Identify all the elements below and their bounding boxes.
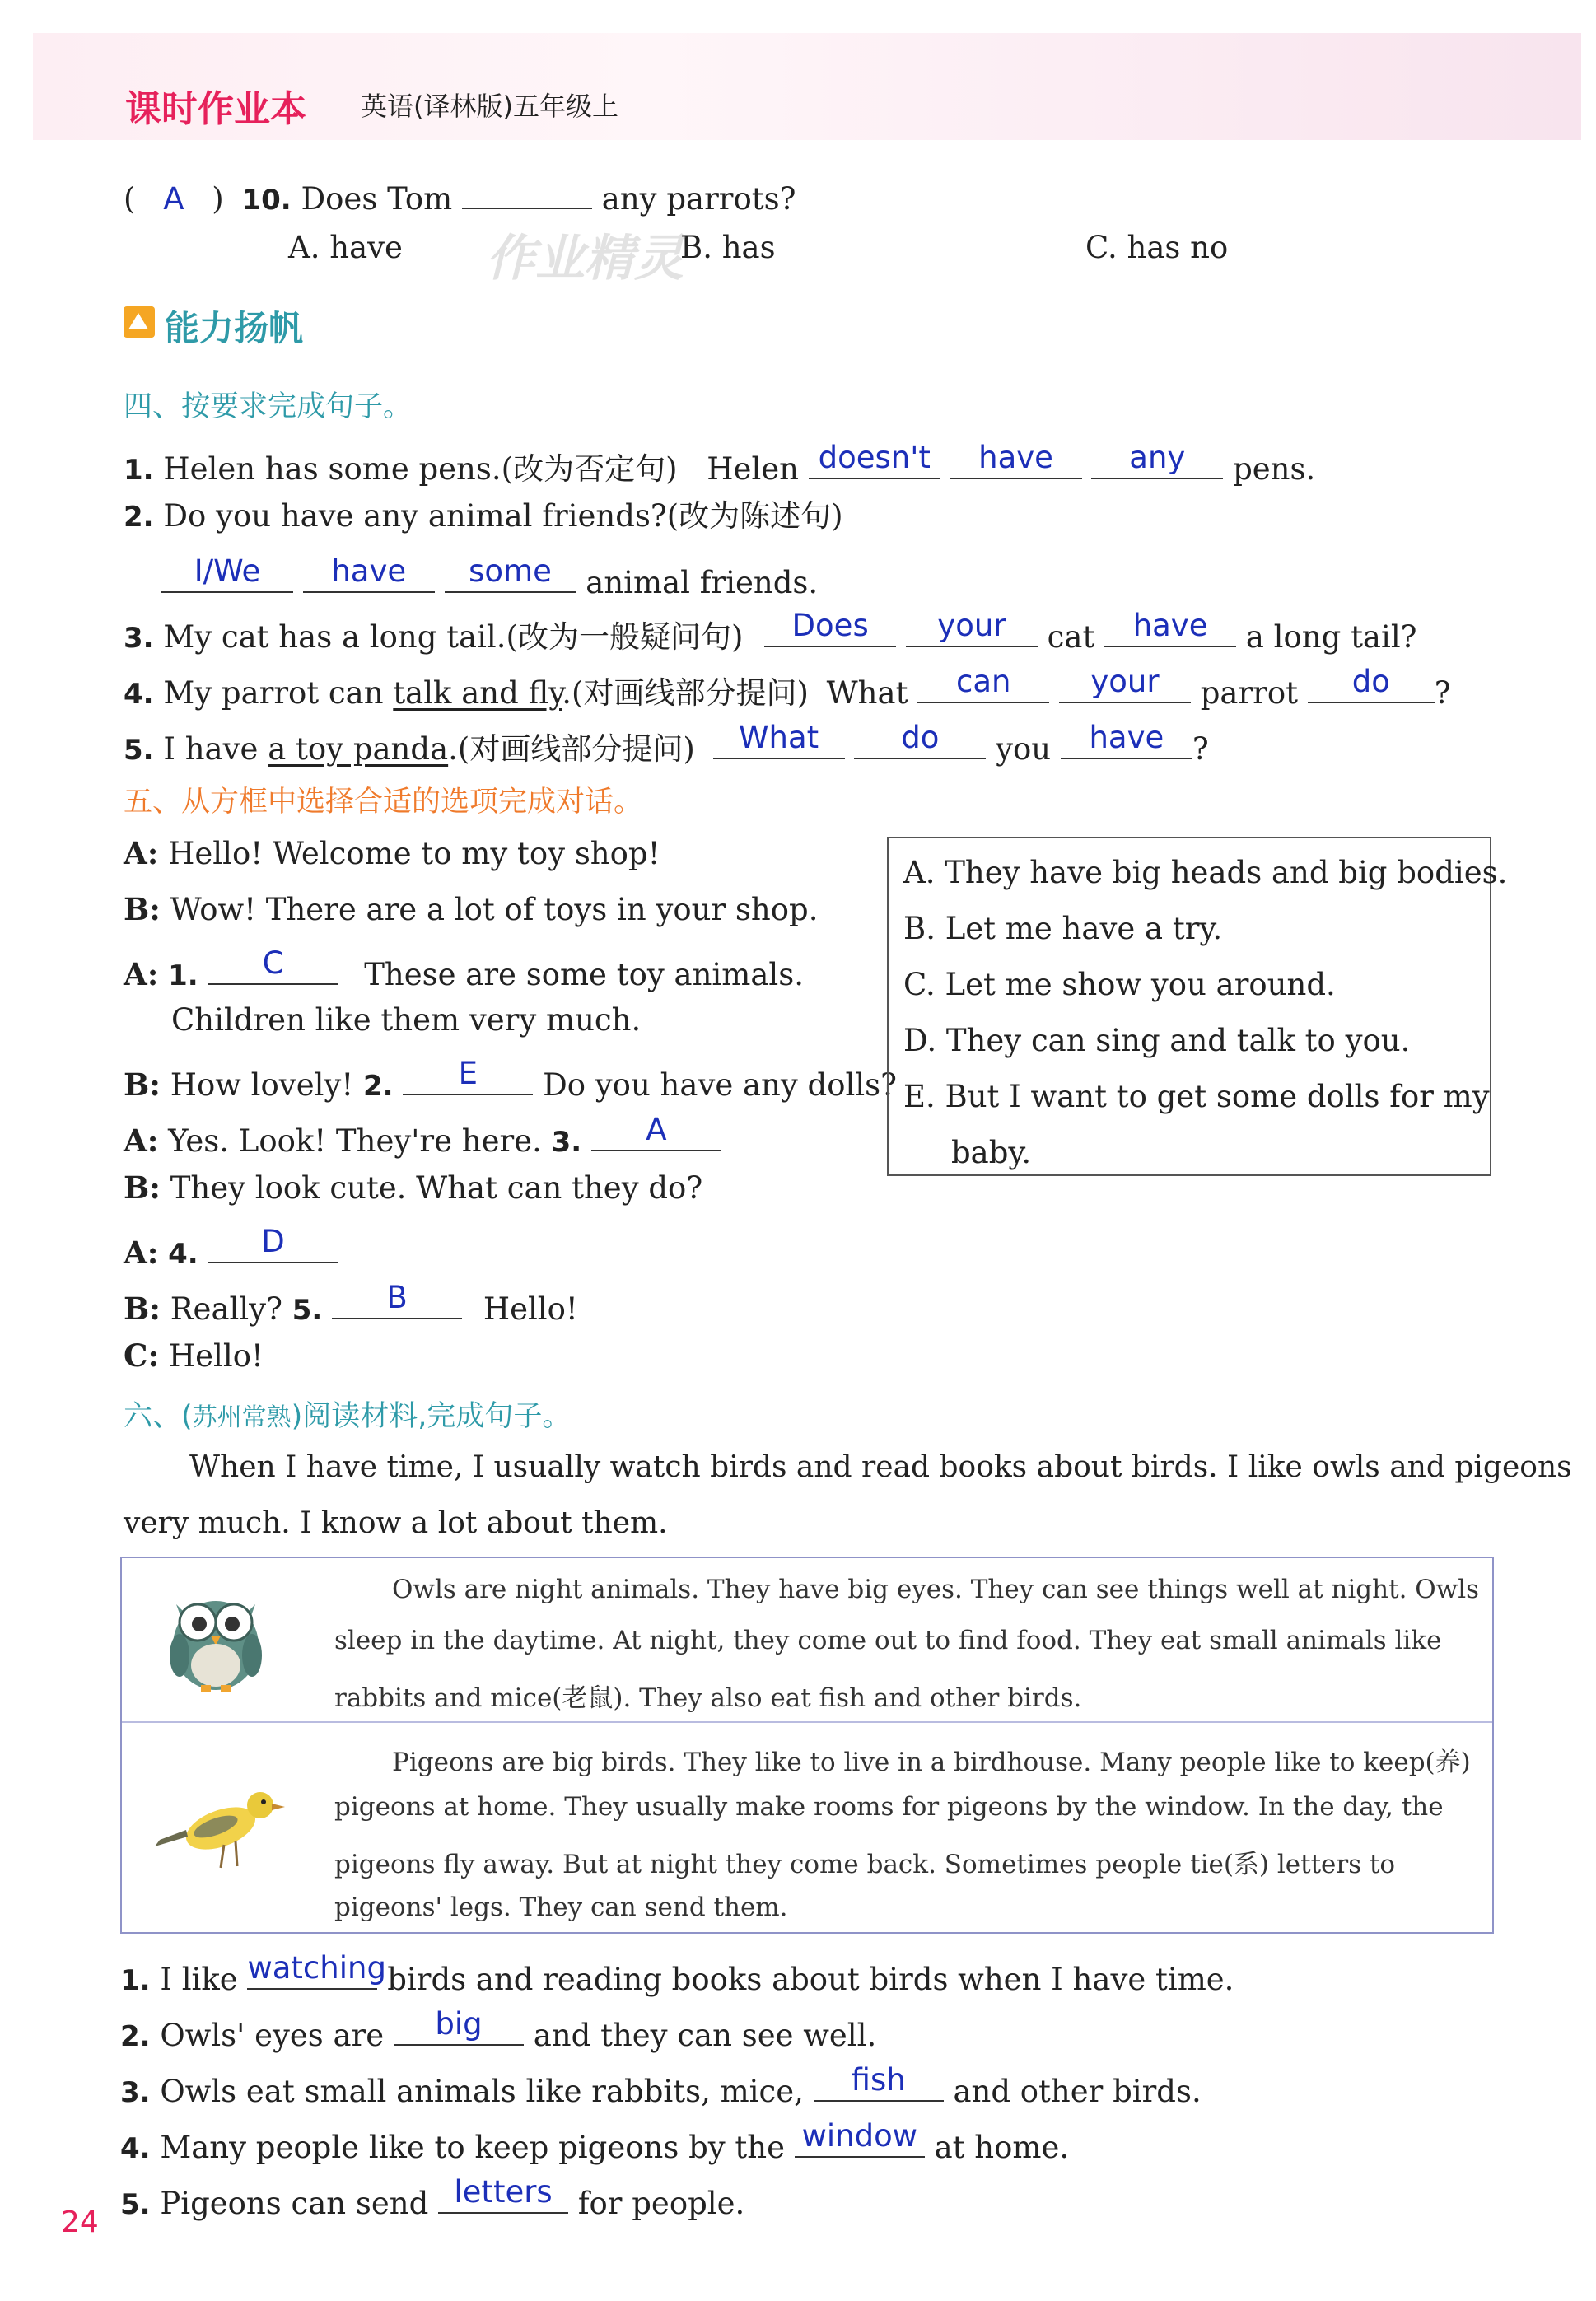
page-number: 24 (61, 2205, 99, 2239)
s4-q1-answer-1: doesn't (818, 440, 931, 475)
option-e: E. But I want to get some dolls for my (903, 1079, 1490, 1114)
s4-q4 (124, 664, 1451, 711)
s5-d7-speaker: A: (124, 1235, 159, 1271)
s4-q3-answer-3: have (1132, 608, 1208, 643)
s5-d5-speaker: A: (124, 1122, 159, 1159)
watermark: 作业精灵 (486, 230, 684, 287)
s6-answer-3: fish (851, 2062, 906, 2098)
section-icon (124, 306, 155, 338)
s4-q3 (124, 608, 1417, 655)
s4-title: 四、按要求完成句子。 (124, 390, 413, 423)
s5-blank-2[interactable] (403, 1056, 533, 1095)
s4-q3-answer-1: Does (791, 608, 869, 643)
s4-q4-blank-3[interactable] (1308, 664, 1435, 703)
s6-q5-post: for people. (577, 2186, 745, 2221)
s4-q4-pre: My parrot can (163, 675, 384, 711)
s6-q5 (120, 2174, 745, 2221)
s5-d9-text: Hello! (168, 1338, 264, 1374)
s4-q4-underlined: talk and fly (393, 675, 562, 711)
s4-q4-post: ? (1434, 675, 1451, 711)
reading-box (120, 1557, 1494, 1934)
option-b: B. Let me have a try. (903, 911, 1223, 946)
s4-q2-answer-3: some (469, 553, 552, 589)
s6-q5-number: 5. (120, 2188, 151, 2221)
s4-q1-blank-3[interactable] (1091, 440, 1223, 479)
option-d: D. They can sing and talk to you. (903, 1023, 1411, 1058)
s5-d1-speaker: A: (124, 835, 159, 871)
q10-text1: Does Tom (301, 181, 453, 217)
s4-q1 (124, 440, 1316, 487)
s4-q1-post: pens. (1233, 451, 1316, 487)
s5-d3-speaker: A: (124, 956, 159, 992)
s5-answer-2: E (458, 1056, 478, 1091)
s4-q5-answer-2: do (901, 720, 940, 755)
s4-q4-answer-3: do (1351, 664, 1390, 699)
s4-q1-blank-2[interactable] (950, 440, 1082, 479)
s6-answer-1: watching (247, 1950, 386, 1986)
q10-number: 10. (241, 184, 292, 217)
option-a: A. They have big heads and big bodies. (903, 855, 1508, 890)
s5-d4-text: Do you have any dolls? (543, 1067, 898, 1103)
s6-blank-3[interactable] (814, 2062, 944, 2102)
s4-q5-mid: you (996, 731, 1052, 767)
s6-q1 (120, 1950, 1234, 1997)
s6-q4-post: at home. (934, 2130, 1070, 2165)
s6-q4 (120, 2118, 1070, 2165)
s5-blank-1[interactable] (208, 945, 338, 985)
s4-q2-post: animal friends. (586, 565, 819, 600)
s5-d8-pre: Really? (170, 1291, 282, 1327)
s5-d4-pre: How lovely! (170, 1067, 354, 1103)
s5-blank-4[interactable] (208, 1224, 338, 1263)
s5-d8-text: Hello! (483, 1291, 578, 1327)
s4-q2-blank-3[interactable] (445, 553, 576, 593)
pigeon-text-1: Pigeons are big birds. They like to live in a birdhouse. Many people like to keep(养) (392, 1748, 1471, 1777)
option-c: C. Let me show you around. (903, 967, 1336, 1002)
s5-d4 (124, 1056, 898, 1103)
s5-d8 (124, 1280, 578, 1327)
s4-q2-number: 2. (124, 501, 154, 534)
s4-q5-answer-3: have (1089, 720, 1164, 755)
s6-q2-pre: Owls' eyes are (160, 2018, 385, 2053)
s4-q1-text: Helen has some pens.(改为否定句) (163, 451, 678, 487)
owl-text-2: sleep in the daytime. At night, they come out to find food. They eat small animals like (334, 1626, 1442, 1655)
pigeon-text-3: pigeons fly away. But at night they come back. Sometimes people tie(系) letters to (334, 1850, 1396, 1879)
s4-q5-blank-2[interactable] (854, 720, 986, 759)
s6-q5-pre: Pigeons can send (160, 2186, 429, 2221)
s5-d3-number: 1. (168, 959, 198, 992)
s6-q1-number: 1. (120, 1964, 151, 1997)
s4-q2 (124, 498, 843, 534)
s4-q3-blank-2[interactable] (906, 608, 1038, 647)
s6-title (124, 1393, 571, 1435)
s4-q1-pre: Helen (707, 451, 800, 487)
q10-option-c: C. has no (1085, 230, 1229, 265)
s5-answer-5: B (386, 1280, 408, 1315)
section-title: 能力扬帆 (165, 308, 304, 348)
s5-d9 (124, 1337, 264, 1374)
s5-d6-speaker: B: (124, 1169, 161, 1206)
s4-q4-number: 4. (124, 678, 154, 711)
s5-d4-number: 2. (362, 1070, 394, 1103)
s5-d3b: Children like them very much. (171, 1002, 642, 1038)
s4-q2-answers (161, 553, 819, 600)
pigeon-text-2: pigeons at home. They usually make rooms for pigeons by the window. In the day, the (334, 1792, 1444, 1822)
owl-image (158, 1580, 273, 1695)
s4-q2-answer-2: have (331, 553, 407, 589)
s4-q4-answer-2: your (1090, 664, 1160, 699)
option-e-cont: baby. (951, 1135, 1032, 1170)
s4-q4-blank-1[interactable] (917, 664, 1049, 703)
s5-d3-text: These are some toy animals. (364, 957, 804, 992)
s4-q5 (124, 720, 1209, 767)
s6-q3-number: 3. (120, 2076, 151, 2109)
s6-intro-2: very much. I know a lot about them. (124, 1506, 668, 1540)
s6-q1-post: birds and reading books about birds when I have time. (387, 1962, 1234, 1997)
s5-answer-1: C (262, 945, 284, 981)
s5-d6 (124, 1169, 703, 1206)
s5-d3 (124, 945, 804, 992)
s4-q3-answer-2: your (937, 608, 1006, 643)
s6-title-post: )阅读材料,完成句子。 (291, 1400, 572, 1433)
s5-d2-speaker: B: (124, 891, 161, 927)
options-box (887, 837, 1508, 1176)
s6-title-source: 苏州常熟 (192, 1403, 292, 1432)
s5-d7-number: 4. (168, 1238, 198, 1271)
s5-d1-text: Hello! Welcome to my toy shop! (168, 836, 660, 871)
q10-paren-close: ) (212, 181, 224, 217)
s4-q2-text: Do you have any animal friends?(改为陈述句) (163, 498, 843, 534)
q10-option-b: B. has (680, 230, 776, 265)
s4-q2-blank-1[interactable] (161, 553, 293, 593)
s4-q5-text: .(对画线部分提问) (448, 731, 695, 767)
header-subtitle: 英语(译林版)五年级上 (361, 91, 618, 122)
s4-q4-what: What (826, 675, 908, 711)
s5-d9-speaker: C: (124, 1337, 160, 1374)
s5-answer-4: D (261, 1224, 285, 1259)
s4-q5-post: ? (1192, 731, 1209, 767)
q10-blank[interactable] (462, 175, 592, 209)
s5-d6-text: They look cute. What can they do? (170, 1170, 703, 1206)
s5-d4-speaker: B: (124, 1066, 161, 1103)
s5-d1 (124, 835, 660, 871)
s4-q5-pre: I have (163, 731, 259, 767)
s4-q5-answer-1: What (738, 720, 819, 755)
s5-d2 (124, 891, 819, 927)
s4-q5-underlined: a toy panda (268, 731, 449, 767)
s4-q3-blank-3[interactable] (1104, 608, 1236, 647)
s4-q5-blank-3[interactable] (1061, 720, 1192, 759)
s4-q4-answer-1: can (955, 664, 1011, 699)
s6-q2 (120, 2006, 877, 2053)
s6-q2-number: 2. (120, 2020, 151, 2053)
s5-d7 (124, 1224, 338, 1271)
s5-blank-3[interactable] (591, 1112, 721, 1151)
s4-q1-answer-3: any (1129, 440, 1186, 475)
s6-answer-4: window (801, 2118, 917, 2154)
s6-blank-2[interactable] (394, 2006, 524, 2046)
s5-d5-pre: Yes. Look! They're here. (168, 1123, 542, 1159)
s4-q4-mid: parrot (1200, 675, 1299, 711)
s5-answer-3: A (646, 1112, 667, 1147)
s5-d5-number: 3. (551, 1126, 582, 1159)
s5-d2-text: Wow! There are a lot of toys in your shop. (170, 892, 819, 927)
s5-d8-number: 5. (292, 1294, 323, 1327)
bird-image (155, 1777, 287, 1884)
s6-blank-1[interactable] (247, 1950, 386, 1990)
s4-q3-text: My cat has a long tail.(改为一般疑问句) (163, 619, 744, 655)
q10-text2: any parrots? (601, 181, 796, 217)
owl-text-1: Owls are night animals. They have big eyes. They can see things well at night. Owls (392, 1575, 1480, 1604)
s4-q1-blank-1[interactable] (809, 440, 940, 479)
s6-q3-post: and other birds. (953, 2074, 1202, 2109)
owl-text-3: rabbits and mice(老鼠). They also eat fish and other birds. (334, 1683, 1082, 1713)
q10-paren-open: ( (124, 181, 136, 217)
s6-answer-2: big (435, 2006, 483, 2042)
s4-q5-blank-1[interactable] (713, 720, 845, 759)
s4-q1-number: 1. (124, 454, 154, 487)
s5-blank-5[interactable] (332, 1280, 462, 1319)
s5-title: 五、从方框中选择合适的选项完成对话。 (124, 786, 643, 819)
s4-q5-number: 5. (124, 734, 154, 767)
s4-q2-answer-1: I/We (194, 553, 261, 589)
s4-q3-number: 3. (124, 622, 154, 655)
reading-divider (122, 1721, 1492, 1723)
s5-d8-speaker: B: (124, 1291, 161, 1327)
pigeon-text-4: pigeons' legs. They can send them. (334, 1893, 788, 1922)
q10-answer: A (163, 181, 184, 217)
s6-answer-5: letters (454, 2174, 553, 2210)
s6-intro-1: When I have time, I usually watch birds and read books about birds. I like owls and pigeons (189, 1450, 1572, 1484)
s6-q2-post: and they can see well. (533, 2018, 877, 2053)
s5-d5 (124, 1112, 721, 1159)
s4-q2-blank-2[interactable] (303, 553, 435, 593)
s6-q4-pre: Many people like to keep pigeons by the (160, 2130, 786, 2165)
s4-q4-text: .(对画线部分提问) (562, 675, 809, 711)
q10-option-a: A. have (288, 230, 403, 265)
header-title: 课时作业本 (125, 88, 306, 130)
s6-q3-pre: Owls eat small animals like rabbits, mice, (160, 2074, 804, 2109)
s6-blank-5[interactable] (438, 2174, 568, 2214)
s4-q3-post: a long tail? (1245, 619, 1417, 655)
s4-q3-mid: cat (1047, 619, 1095, 655)
s6-title-pre: 六、( (124, 1400, 193, 1433)
s6-q3 (120, 2062, 1202, 2109)
q10-line (124, 175, 796, 217)
s6-q4-number: 4. (120, 2132, 151, 2165)
s4-q3-blank-1[interactable] (764, 608, 896, 647)
s4-q1-answer-2: have (978, 440, 1053, 475)
s4-q4-blank-2[interactable] (1059, 664, 1191, 703)
s6-blank-4[interactable] (795, 2118, 925, 2158)
s6-q1-pre: I like (160, 1962, 238, 1997)
